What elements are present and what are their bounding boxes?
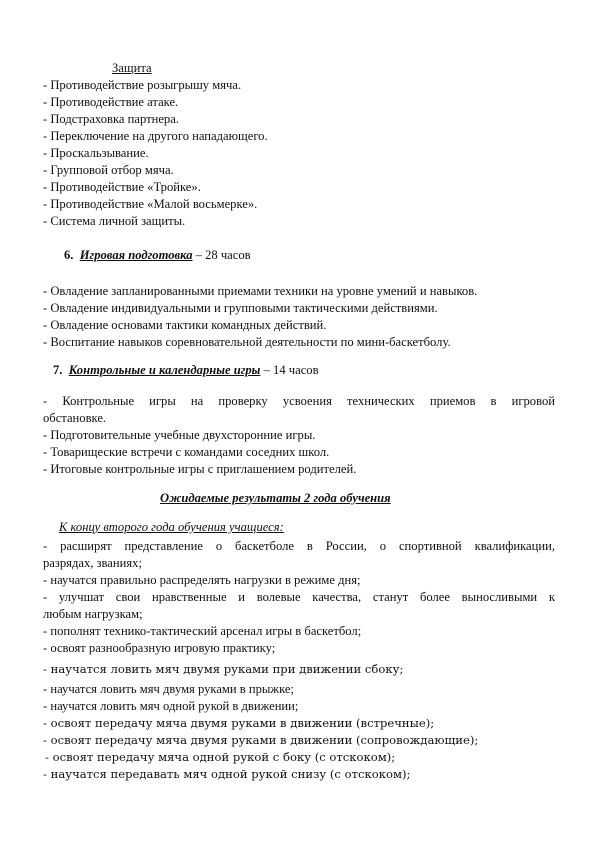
defense-item: - Система личной защиты.: [43, 214, 186, 228]
defense-item: - Групповой отбор мяча.: [43, 163, 174, 177]
result-item: - научатся ловить мяч двумя руками в прыжке;: [43, 682, 294, 696]
defense-item: - Переключение на другого нападающего.: [43, 129, 268, 143]
result-item: - освоят передачу мяча двумя руками в движении (встречные);: [43, 716, 435, 730]
results-heading: Ожидаемые результаты 2 года обучения: [160, 491, 391, 505]
section-number: 7.: [53, 363, 63, 377]
section-7-item: обстановке.: [43, 411, 107, 425]
defense-item: - Противодействие «Малой восьмерке».: [43, 197, 258, 211]
result-item: - научатся правильно распределять нагрузки в режиме дня;: [43, 573, 361, 587]
section-6-heading: [64, 247, 576, 264]
section-6-item: - Овладение запланированными приемами техники на уровне умений и навыков.: [43, 284, 478, 298]
results-subheading: К концу второго года обучения учащиеся:: [59, 520, 284, 534]
section-6-item: - Овладение индивидуальными и групповыми тактическими действиями.: [43, 301, 438, 315]
result-item: разрядах, званиях;: [43, 556, 142, 570]
section-7-item: - Итоговые контрольные игры с приглашением родителей.: [43, 462, 357, 476]
section-title: Контрольные и календарные игры: [68, 363, 261, 377]
result-item: любым нагрузкам;: [43, 607, 143, 621]
result-item: - освоят разнообразную игровую практику;: [43, 641, 276, 655]
section-title: Игровая подготовка: [79, 248, 193, 262]
result-item: - пополнят технико-тактический арсенал игры в баскетбол;: [43, 624, 362, 638]
section-7-item: - Контрольные игры на проверку усвоения технических приемов в игровой: [43, 394, 555, 408]
defense-heading: Защита: [112, 61, 152, 75]
defense-item: - Противодействие атаке.: [43, 95, 179, 109]
defense-item: - Подстраховка партнера.: [43, 112, 179, 126]
result-item: - расширят представление о баскетболе в России, о спортивной квалификации,: [43, 539, 555, 553]
result-item: - освоят передачу мяча двумя руками в движении (сопровождающие);: [43, 733, 479, 747]
section-hours: – 14 часов: [260, 363, 319, 377]
section-6-item: - Овладение основами тактики командных действий.: [43, 318, 327, 332]
section-hours: – 28 часов: [192, 248, 251, 262]
result-item: - научатся ловить мяч одной рукой в движении;: [43, 699, 299, 713]
defense-item: - Противодействие «Тройке».: [43, 180, 201, 194]
defense-item: - Проскальзывание.: [43, 146, 149, 160]
section-6-item: - Воспитание навыков соревновательной деятельности по мини-баскетболу.: [43, 335, 451, 349]
section-7-item: - Товарищеские встречи с командами соседних школ.: [43, 445, 330, 459]
defense-item: - Противодействие розыгрышу мяча.: [43, 78, 242, 92]
section-number: 6.: [64, 248, 74, 262]
section-7-item: - Подготовительные учебные двухсторонние игры.: [43, 428, 316, 442]
section-7-heading: [53, 362, 565, 379]
result-item: - научатся передавать мяч одной рукой снизу (с отскоком);: [43, 767, 411, 781]
result-item: - научатся ловить мяч двумя руками при движении сбоку;: [43, 662, 404, 676]
result-item: - освоят передачу мяча одной рукой с боку (с отскоком);: [45, 750, 396, 764]
result-item: - улучшат свои нравственные и волевые качества, станут более выносливыми к: [43, 590, 555, 604]
